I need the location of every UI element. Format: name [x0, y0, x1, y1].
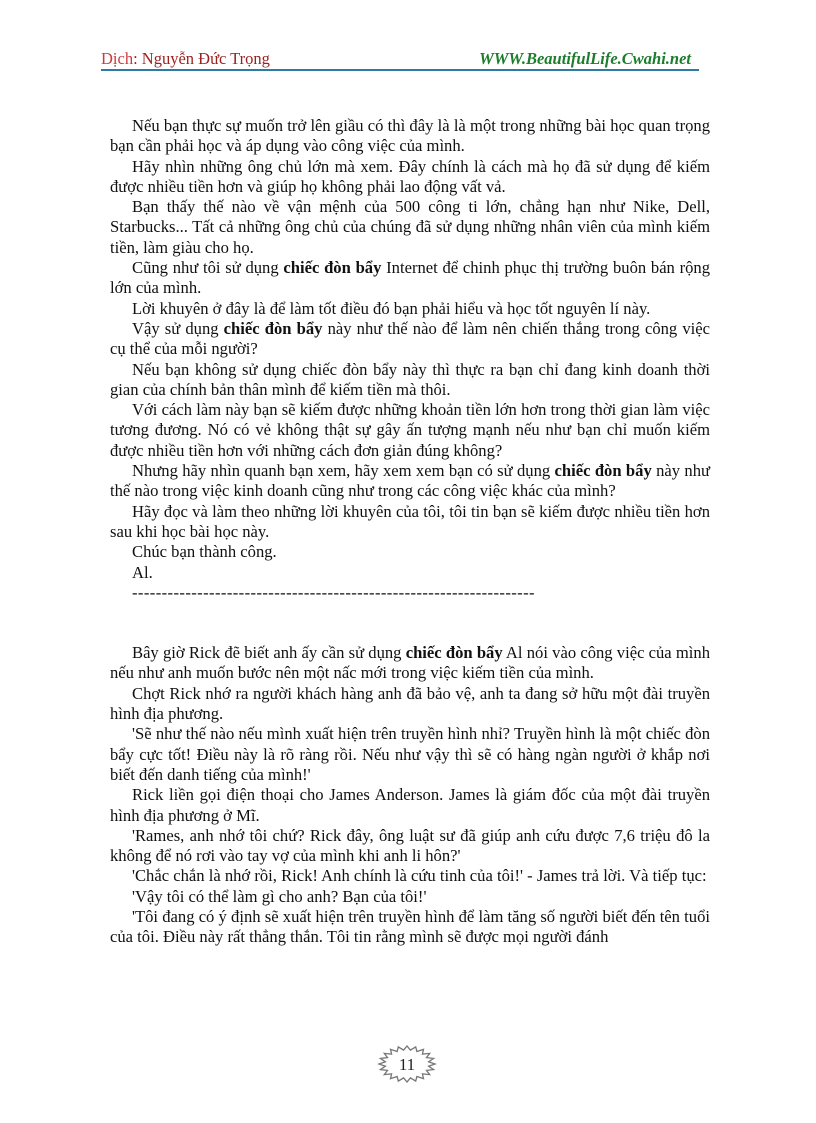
page-number: 11	[398, 1055, 416, 1074]
paragraph	[110, 400, 710, 461]
paragraph	[110, 887, 710, 907]
dich-label: Dịch	[101, 49, 134, 68]
paragraph	[110, 197, 710, 258]
paragraph-text: Al.	[132, 562, 153, 582]
paragraph-text: Rick liền gọi điện thoại cho James Anderson. James là giám đốc của một đài truyền hình địa phương ở Mĩ.	[110, 785, 710, 825]
paragraph-text: Hãy đọc và làm theo những lời khuyên của tôi, tôi tin bạn sẽ kiếm được nhiều tiền hơn sau khi học bài học này.	[110, 501, 710, 541]
translator-name: : Nguyễn Đức Trọng	[133, 49, 270, 68]
paragraph	[110, 563, 710, 583]
paragraph	[110, 157, 710, 198]
paragraph-text: Hãy nhìn những ông chủ lớn mà xem. Đây chính là cách mà họ đã sử dụng để kiếm được nhiều tiền hơn và giúp họ không phải lao động vất vả.	[110, 156, 710, 196]
paragraph-text: Chợt Rick nhớ ra người khách hàng anh đã bảo vệ, anh ta đang sở hữu một đài truyền hình địa phương.	[110, 683, 710, 724]
header-rule	[101, 69, 699, 71]
paragraph-text: Al nói vào công việc của mình nếu như anh muốn bước nên một nấc mới trong việc kiếm tiền của mình.	[110, 643, 710, 683]
bold-term: chiếc đòn bẩy	[405, 643, 503, 663]
paragraph-text: Nếu bạn không sử dụng chiếc đòn bẩy này thì thực ra bạn chỉ đang kinh doanh thời gian của chính bản thân mình để kiếm tiền mà thôi.	[110, 359, 710, 399]
paragraph-text: Nhưng hãy nhìn quanh bạn xem, hãy xem xem bạn có sử dụng	[132, 461, 555, 481]
paragraph-text: này như thế nào trong việc kinh doanh cũng như trong các công việc khác của mình?	[110, 461, 711, 501]
paragraph-text: 'Chắc chắn là nhớ rồi, Rick! Anh chính là cứu tinh của tôi!' - James trả lời. Và tiếp tục:	[132, 866, 707, 886]
paragraph	[110, 643, 710, 684]
paragraph-text: 'Tôi đang có ý định sẽ xuất hiện trên truyền hình để làm tăng số người biết đến tên tuổi của tôi. Điều này rất thẳng thắn. Tôi tin rằng mình sẽ được mọi người đánh	[110, 906, 710, 947]
paragraph-text: 'Sẽ như thế nào nếu mình xuất hiện trên truyền hình nhỉ? Truyền hình là một chiếc đòn bẩy cực tốt! Điều này là rõ ràng rồi. Nếu như vậy thì sẽ có hàng ngàn người ở khắp nơi biết đến danh tiếng của mình!'	[110, 724, 710, 784]
paragraph-text: Với cách làm này bạn sẽ kiếm được những khoản tiền lớn hơn trong thời gian làm việc tương đương. Nó có vẻ không thật sự gây ấn tượng mạnh nếu như bạn chỉ muốn kiếm được nhiều tiền hơn với những cách đơn giản đúng không?	[110, 400, 710, 460]
paragraph-text: Bạn thấy thế nào về vận mệnh của 500 công ti lớn, chẳng hạn như Nike, Dell, Starbucks... Tất cả những ông chủ của chúng đã sử dụng những nhân viên của mình kiếm tiền, làm giàu cho họ.	[110, 197, 710, 257]
paragraph	[110, 542, 710, 562]
paragraph	[110, 319, 710, 360]
separator-line: --------------------------------------------------------------------	[132, 582, 535, 602]
paragraph	[110, 502, 710, 543]
paragraph	[110, 866, 710, 886]
website-link[interactable]: WWW.BeautifulLife.Cwahi.net	[479, 49, 691, 68]
paragraph-text: này như thế nào để làm nên chiến thắng trong công việc cụ thể của mỗi người?	[110, 318, 710, 359]
paragraph	[110, 684, 710, 725]
paragraph	[110, 360, 710, 401]
paragraph	[110, 461, 710, 502]
bold-term: chiếc đòn bẩy	[223, 318, 323, 338]
paragraph-text: Nếu bạn thực sự muốn trở lên giầu có thì đây là là một trong những bài học quan trọng bạn cần phải học và áp dụng vào công việc của mình.	[110, 116, 710, 156]
paragraph	[110, 785, 710, 826]
document-body	[110, 116, 710, 948]
paragraph-text: Vậy sử dụng	[132, 318, 224, 338]
page-header	[101, 46, 699, 70]
bold-term: chiếc đòn bẩy	[554, 461, 652, 481]
paragraph	[110, 258, 710, 299]
paragraph-text: Internet để chinh phục thị trường buôn bán rộng lớn của mình.	[110, 258, 711, 298]
page-number-badge	[374, 1040, 440, 1092]
paragraph	[110, 826, 710, 867]
bold-term: chiếc đòn bẩy	[283, 258, 382, 278]
paragraph-text: Lời khuyên ở đây là để làm tốt điều đó bạn phải hiểu và học tốt nguyên lí này.	[132, 298, 651, 318]
paragraph-text: 'Rames, anh nhớ tôi chứ? Rick đây, ông luật sư đã giúp anh cứu được 7,6 triệu đô la không để nó rơi vào tay vợ của mình khi anh li hôn?'	[110, 825, 710, 866]
section-spacer	[110, 603, 710, 643]
paragraph-text: Cũng như tôi sử dụng	[132, 258, 284, 278]
paragraph	[110, 116, 710, 157]
paragraph-text: Chúc bạn thành công.	[132, 542, 277, 562]
section-story	[110, 643, 710, 947]
paragraph	[110, 724, 710, 785]
translator-credit	[101, 49, 270, 69]
paragraph	[110, 299, 710, 319]
section-letter	[110, 116, 710, 583]
paragraph	[110, 907, 710, 948]
paragraph-text: 'Vậy tôi có thể làm gì cho anh? Bạn của tôi!'	[132, 886, 427, 906]
paragraph-text: Bây giờ Rick đẽ biết anh ấy cần sử dụng	[132, 643, 406, 663]
